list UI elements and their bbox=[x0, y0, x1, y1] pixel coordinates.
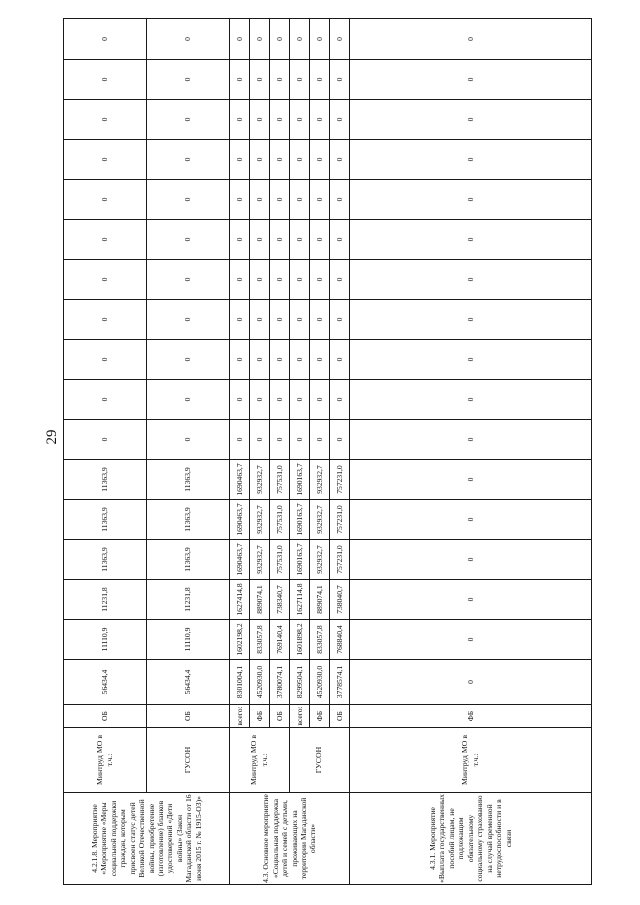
value-cell: 0 bbox=[350, 180, 592, 220]
responsible-cell: Минтруд МО в т.ч.: bbox=[350, 728, 592, 793]
value-cell: 0 bbox=[147, 180, 230, 220]
value-cell: 0 bbox=[270, 340, 290, 380]
value-cell: 0 bbox=[270, 60, 290, 100]
value-cell: 1690463,7 bbox=[230, 500, 250, 540]
value-cell: 1690163,7 bbox=[290, 460, 310, 500]
value-cell: 0 bbox=[64, 140, 147, 180]
value-cell: 0 bbox=[250, 100, 270, 140]
value-cell: 4520930,0 bbox=[250, 660, 270, 705]
value-cell: 11363,9 bbox=[64, 540, 147, 580]
value-cell: 0 bbox=[230, 180, 250, 220]
value-cell: 0 bbox=[147, 340, 230, 380]
value-cell: 0 bbox=[310, 60, 330, 100]
value-cell: 0 bbox=[310, 420, 330, 460]
value-cell: 0 bbox=[330, 140, 350, 180]
responsible-cell: Минтруд МО в т.ч.: bbox=[230, 728, 290, 793]
value-cell: 0 bbox=[270, 180, 290, 220]
value-cell: 889074,1 bbox=[310, 580, 330, 620]
value-cell: 0 bbox=[230, 100, 250, 140]
value-cell: 0 bbox=[270, 300, 290, 340]
value-cell: 0 bbox=[310, 140, 330, 180]
funding-source-cell: ОБ bbox=[64, 705, 147, 728]
value-cell: 0 bbox=[350, 100, 592, 140]
value-cell: 0 bbox=[310, 19, 330, 60]
value-cell: 11363,9 bbox=[64, 460, 147, 500]
value-cell: 0 bbox=[290, 220, 310, 260]
funding-source-cell: всего: bbox=[290, 705, 310, 728]
value-cell: 0 bbox=[290, 340, 310, 380]
value-cell: 0 bbox=[290, 19, 310, 60]
value-cell: 0 bbox=[147, 300, 230, 340]
value-cell: 0 bbox=[250, 140, 270, 180]
value-cell: 0 bbox=[330, 380, 350, 420]
value-cell: 769140,4 bbox=[270, 620, 290, 660]
value-cell: 0 bbox=[350, 220, 592, 260]
value-cell: 0 bbox=[64, 380, 147, 420]
value-cell: 0 bbox=[250, 60, 270, 100]
value-cell: 0 bbox=[270, 420, 290, 460]
value-cell: 0 bbox=[230, 140, 250, 180]
value-cell: 11363,9 bbox=[147, 460, 230, 500]
value-cell: 1602198,2 bbox=[230, 620, 250, 660]
value-cell: 0 bbox=[290, 380, 310, 420]
value-cell: 0 bbox=[64, 100, 147, 140]
value-cell: 1690463,7 bbox=[230, 540, 250, 580]
value-cell: 0 bbox=[290, 300, 310, 340]
table-row bbox=[64, 19, 147, 885]
value-cell: 932932,7 bbox=[310, 460, 330, 500]
value-cell: 932932,7 bbox=[250, 460, 270, 500]
value-cell: 0 bbox=[147, 19, 230, 60]
value-cell: 1627114,8 bbox=[290, 580, 310, 620]
value-cell: 0 bbox=[350, 500, 592, 540]
value-cell: 0 bbox=[147, 60, 230, 100]
value-cell: 0 bbox=[310, 260, 330, 300]
value-cell: 738040,7 bbox=[330, 580, 350, 620]
value-cell: 0 bbox=[230, 420, 250, 460]
value-cell: 0 bbox=[330, 260, 350, 300]
funding-source-cell: ФБ bbox=[250, 705, 270, 728]
value-cell: 0 bbox=[250, 420, 270, 460]
value-cell: 0 bbox=[230, 19, 250, 60]
value-cell: 0 bbox=[64, 60, 147, 100]
value-cell: 0 bbox=[290, 180, 310, 220]
value-cell: 1690163,7 bbox=[290, 540, 310, 580]
value-cell: 0 bbox=[147, 140, 230, 180]
value-cell: 0 bbox=[270, 260, 290, 300]
value-cell: 0 bbox=[350, 660, 592, 705]
value-cell: 0 bbox=[310, 180, 330, 220]
value-cell: 757531,0 bbox=[270, 540, 290, 580]
value-cell: 1690163,7 bbox=[290, 500, 310, 540]
activity-name-cell: 4.2.1.8. Мероприятие «Мероприятие «Меры социальной поддержки граждан, которым присвоен статус детей Великой Отечественной войны, приобретение (изготовление) бланков удостоверений «Дети войны» (Закон Магаданской области от 16 июня 2015 г. № 1915-ОЗ)» bbox=[64, 793, 230, 885]
value-cell: 3780074,1 bbox=[270, 660, 290, 705]
value-cell: 0 bbox=[330, 19, 350, 60]
value-cell: 0 bbox=[290, 60, 310, 100]
value-cell: 0 bbox=[270, 100, 290, 140]
value-cell: 0 bbox=[290, 140, 310, 180]
value-cell: 0 bbox=[230, 60, 250, 100]
value-cell: 8299504,1 bbox=[290, 660, 310, 705]
value-cell: 0 bbox=[250, 180, 270, 220]
value-cell: 0 bbox=[64, 180, 147, 220]
value-cell: 0 bbox=[350, 420, 592, 460]
value-cell: 11363,9 bbox=[147, 540, 230, 580]
value-cell: 11363,9 bbox=[64, 500, 147, 540]
value-cell: 0 bbox=[64, 300, 147, 340]
value-cell: 932932,7 bbox=[250, 540, 270, 580]
value-cell: 0 bbox=[270, 140, 290, 180]
value-cell: 889074,1 bbox=[250, 580, 270, 620]
table-row bbox=[230, 19, 250, 885]
value-cell: 932932,7 bbox=[310, 500, 330, 540]
value-cell: 0 bbox=[330, 60, 350, 100]
value-cell: 0 bbox=[230, 340, 250, 380]
value-cell: 738340,7 bbox=[270, 580, 290, 620]
value-cell: 56434,4 bbox=[64, 660, 147, 705]
value-cell: 0 bbox=[270, 380, 290, 420]
value-cell: 0 bbox=[350, 140, 592, 180]
funding-source-cell: ФБ bbox=[350, 705, 592, 728]
value-cell: 0 bbox=[64, 220, 147, 260]
value-cell: 0 bbox=[330, 340, 350, 380]
value-cell: 0 bbox=[310, 380, 330, 420]
value-cell: 0 bbox=[250, 380, 270, 420]
value-cell: 757231,0 bbox=[330, 460, 350, 500]
value-cell: 0 bbox=[350, 580, 592, 620]
value-cell: 932932,7 bbox=[250, 500, 270, 540]
value-cell: 0 bbox=[230, 380, 250, 420]
value-cell: 0 bbox=[147, 380, 230, 420]
value-cell: 0 bbox=[310, 300, 330, 340]
value-cell: 0 bbox=[350, 380, 592, 420]
value-cell: 757531,0 bbox=[270, 460, 290, 500]
value-cell: 0 bbox=[350, 460, 592, 500]
responsible-cell: Минтруд МО в т.ч.: bbox=[64, 728, 147, 793]
value-cell: 0 bbox=[330, 100, 350, 140]
value-cell: 0 bbox=[310, 100, 330, 140]
value-cell: 8301004,1 bbox=[230, 660, 250, 705]
funding-source-cell: ОБ bbox=[270, 705, 290, 728]
value-cell: 0 bbox=[250, 19, 270, 60]
value-cell: 1627414,8 bbox=[230, 580, 250, 620]
value-cell: 11110,9 bbox=[64, 620, 147, 660]
value-cell: 0 bbox=[250, 220, 270, 260]
value-cell: 0 bbox=[147, 100, 230, 140]
value-cell: 932932,7 bbox=[310, 540, 330, 580]
value-cell: 1601898,2 bbox=[290, 620, 310, 660]
value-cell: 757231,0 bbox=[330, 500, 350, 540]
value-cell: 0 bbox=[290, 420, 310, 460]
value-cell: 0 bbox=[64, 260, 147, 300]
value-cell: 757531,0 bbox=[270, 500, 290, 540]
value-cell: 0 bbox=[250, 260, 270, 300]
funding-source-cell: ОБ bbox=[330, 705, 350, 728]
funding-source-cell: всего: bbox=[230, 705, 250, 728]
value-cell: 0 bbox=[64, 340, 147, 380]
value-cell: 0 bbox=[350, 300, 592, 340]
value-cell: 0 bbox=[64, 420, 147, 460]
value-cell: 0 bbox=[230, 300, 250, 340]
responsible-cell: ГУСОН bbox=[290, 728, 350, 793]
value-cell: 3778574,1 bbox=[330, 660, 350, 705]
value-cell: 11363,9 bbox=[147, 500, 230, 540]
funding-source-cell: ФБ bbox=[310, 705, 330, 728]
responsible-cell: ГУСОН bbox=[147, 728, 230, 793]
value-cell: 833057,8 bbox=[310, 620, 330, 660]
value-cell: 1690463,7 bbox=[230, 460, 250, 500]
budget-table bbox=[63, 19, 591, 885]
table-row bbox=[290, 19, 310, 885]
value-cell: 0 bbox=[290, 260, 310, 300]
value-cell: 4520930,0 bbox=[310, 660, 330, 705]
table-row bbox=[350, 19, 592, 885]
value-cell: 0 bbox=[350, 260, 592, 300]
value-cell: 11231,8 bbox=[147, 580, 230, 620]
value-cell: 0 bbox=[64, 19, 147, 60]
value-cell: 56434,4 bbox=[147, 660, 230, 705]
page-number: 29 bbox=[44, 429, 60, 445]
value-cell: 0 bbox=[147, 260, 230, 300]
value-cell: 0 bbox=[350, 340, 592, 380]
value-cell: 757231,0 bbox=[330, 540, 350, 580]
value-cell: 0 bbox=[270, 220, 290, 260]
value-cell: 0 bbox=[250, 300, 270, 340]
value-cell: 0 bbox=[330, 220, 350, 260]
value-cell: 833057,8 bbox=[250, 620, 270, 660]
value-cell: 0 bbox=[270, 19, 290, 60]
value-cell: 0 bbox=[230, 220, 250, 260]
value-cell: 0 bbox=[230, 260, 250, 300]
value-cell: 0 bbox=[330, 180, 350, 220]
table-row bbox=[147, 19, 230, 885]
value-cell: 11231,8 bbox=[64, 580, 147, 620]
value-cell: 0 bbox=[350, 540, 592, 580]
value-cell: 0 bbox=[350, 60, 592, 100]
activity-name-cell: 4.3. Основное мероприятие «Социальная поддержка детей и семей с детьми, проживающих на территории Магаданской области» bbox=[230, 793, 350, 885]
value-cell: 0 bbox=[290, 100, 310, 140]
funding-source-cell: ОБ bbox=[147, 705, 230, 728]
value-cell: 0 bbox=[350, 19, 592, 60]
value-cell: 11110,9 bbox=[147, 620, 230, 660]
value-cell: 0 bbox=[350, 620, 592, 660]
value-cell: 0 bbox=[310, 340, 330, 380]
value-cell: 768840,4 bbox=[330, 620, 350, 660]
activity-name-cell: 4.3.1. Мероприятие «Выплата государственных пособий лицам, не подлежащим обязательному социальному страхованию на случай временной нетрудоспособности и в связи bbox=[350, 793, 592, 885]
value-cell: 0 bbox=[330, 300, 350, 340]
value-cell: 0 bbox=[250, 340, 270, 380]
value-cell: 0 bbox=[330, 420, 350, 460]
value-cell: 0 bbox=[147, 220, 230, 260]
value-cell: 0 bbox=[147, 420, 230, 460]
value-cell: 0 bbox=[310, 220, 330, 260]
